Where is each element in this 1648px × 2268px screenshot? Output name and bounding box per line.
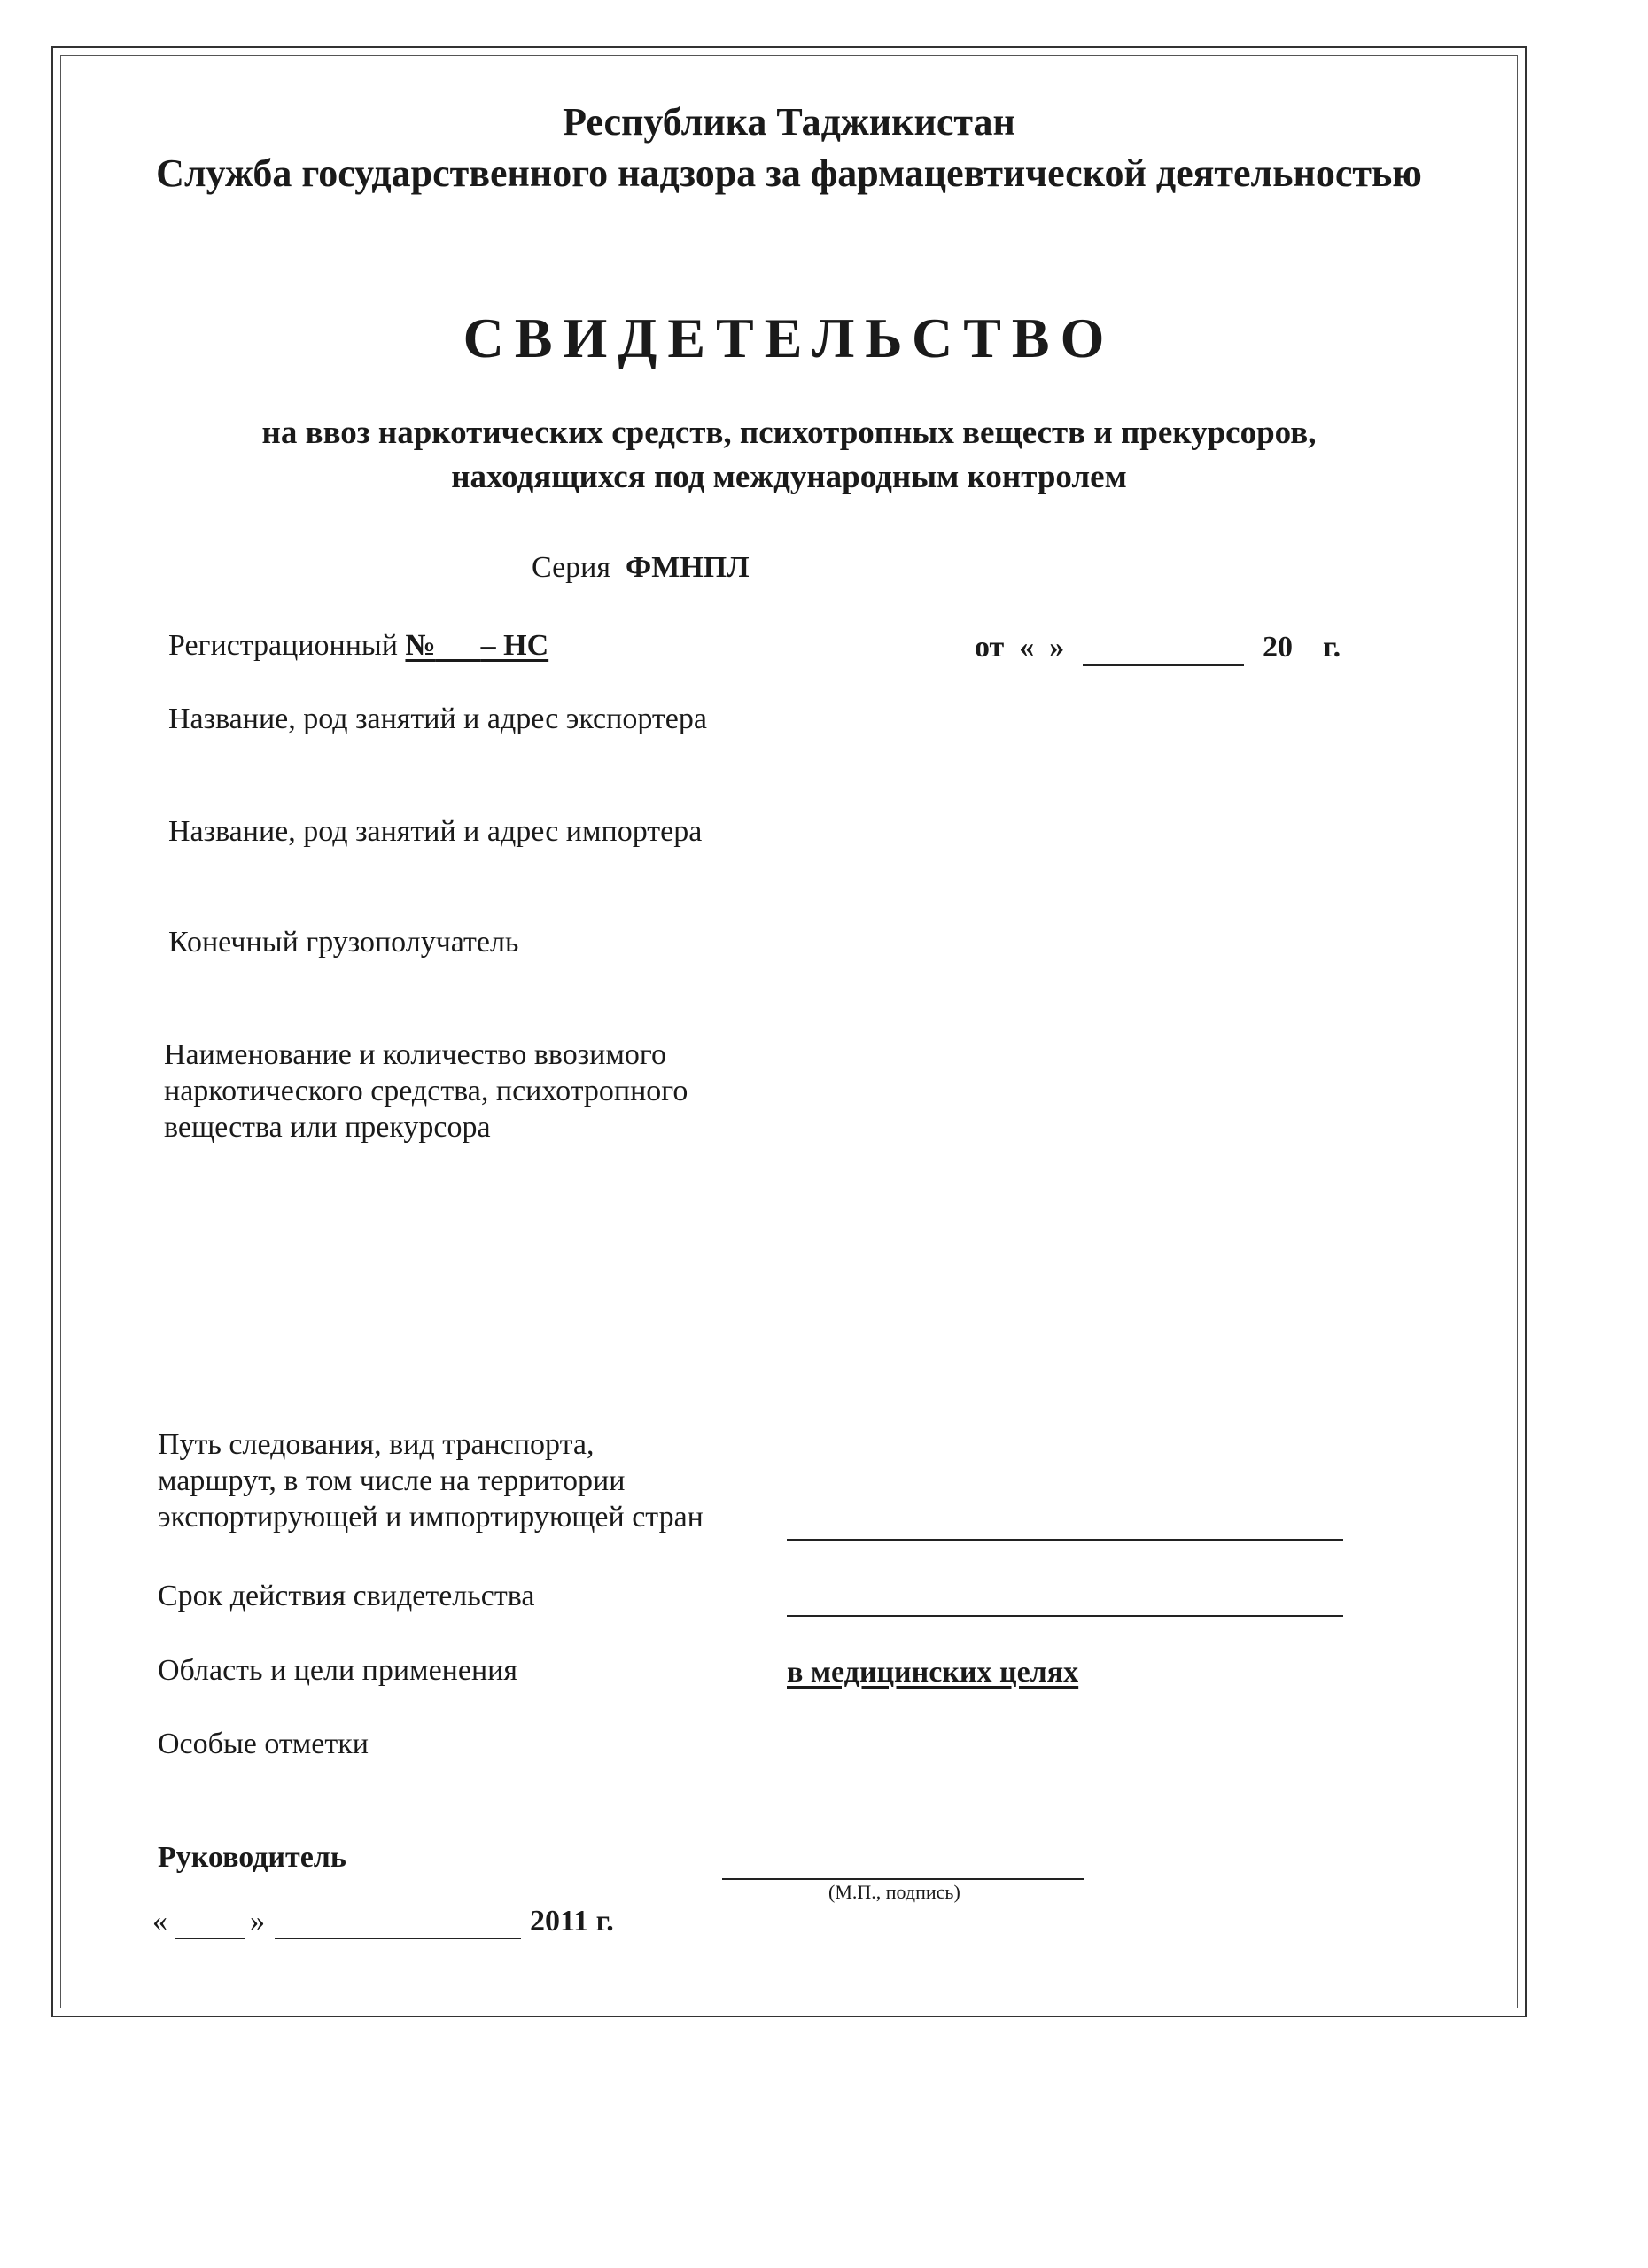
registration-year bbox=[1263, 631, 1341, 664]
exporter-label: Название, род занятий и адрес экспортера bbox=[168, 703, 707, 735]
registration-label: Регистрационный bbox=[168, 629, 398, 662]
substance-label bbox=[164, 1037, 688, 1146]
signature-year: 2011 г. bbox=[530, 1905, 614, 1938]
registration-date-quote-close: » bbox=[1049, 631, 1065, 664]
route-label bbox=[158, 1426, 704, 1535]
importer-label: Название, род занятий и адрес импортера bbox=[168, 815, 703, 848]
registration-date bbox=[975, 631, 1064, 664]
scope-value: в медицинских целях bbox=[787, 1656, 1079, 1689]
special-notes-label: Особые отметки bbox=[158, 1728, 369, 1760]
route-label-line-3: экспортирующей и импортирующей стран bbox=[158, 1501, 704, 1534]
route-value-line[interactable] bbox=[787, 1539, 1343, 1541]
head-label: Руководитель bbox=[158, 1841, 346, 1874]
signature-date-quote-close: » bbox=[250, 1905, 265, 1938]
header-agency: Служба государственного надзора за фармацевтической деятельностью bbox=[156, 151, 1422, 195]
substance-label-line-2: наркотического средства, психотропного bbox=[164, 1075, 688, 1107]
series-row bbox=[532, 551, 750, 585]
substance-label-line-1: Наименование и количество ввозимого bbox=[164, 1038, 666, 1071]
document-title: СВИДЕТЕЛЬСТВО bbox=[463, 307, 1116, 369]
header-country: Республика Таджикистан bbox=[563, 100, 1015, 144]
registration-number[interactable] bbox=[405, 629, 548, 662]
subtitle-line-2: находящихся под международным контролем bbox=[451, 459, 1127, 495]
stamp-caption: (М.П., подпись) bbox=[828, 1881, 960, 1903]
registration-row bbox=[168, 629, 548, 663]
registration-date-from: от bbox=[975, 631, 1005, 664]
registration-year-prefix: 20 bbox=[1263, 631, 1293, 664]
validity-label: Срок действия свидетельства bbox=[158, 1580, 535, 1612]
route-label-line-1: Путь следования, вид транспорта, bbox=[158, 1428, 595, 1461]
registration-year-suffix: г. bbox=[1323, 631, 1341, 664]
registration-number-suffix: – НС bbox=[480, 629, 549, 662]
registration-date-quote-open: « bbox=[1019, 631, 1035, 664]
registration-month-line[interactable] bbox=[1083, 664, 1244, 666]
substance-label-line-3: вещества или прекурсора bbox=[164, 1111, 491, 1144]
signature-line[interactable] bbox=[722, 1878, 1084, 1880]
validity-value-line[interactable] bbox=[787, 1615, 1343, 1617]
consignee-label: Конечный грузополучатель bbox=[168, 926, 519, 959]
signature-date-quote-open: « bbox=[152, 1905, 167, 1938]
scope-label: Область и цели применения bbox=[158, 1654, 517, 1687]
series-label: Серия bbox=[532, 551, 611, 584]
signature-day-line[interactable] bbox=[175, 1938, 245, 1939]
series-value: ФМНПЛ bbox=[626, 551, 750, 584]
subtitle-line-1: на ввоз наркотических средств, психотропных веществ и прекурсоров, bbox=[261, 415, 1317, 451]
route-label-line-2: маршрут, в том числе на территории bbox=[158, 1464, 626, 1497]
signature-month-line[interactable] bbox=[275, 1938, 521, 1939]
registration-number-prefix: № bbox=[405, 629, 436, 662]
